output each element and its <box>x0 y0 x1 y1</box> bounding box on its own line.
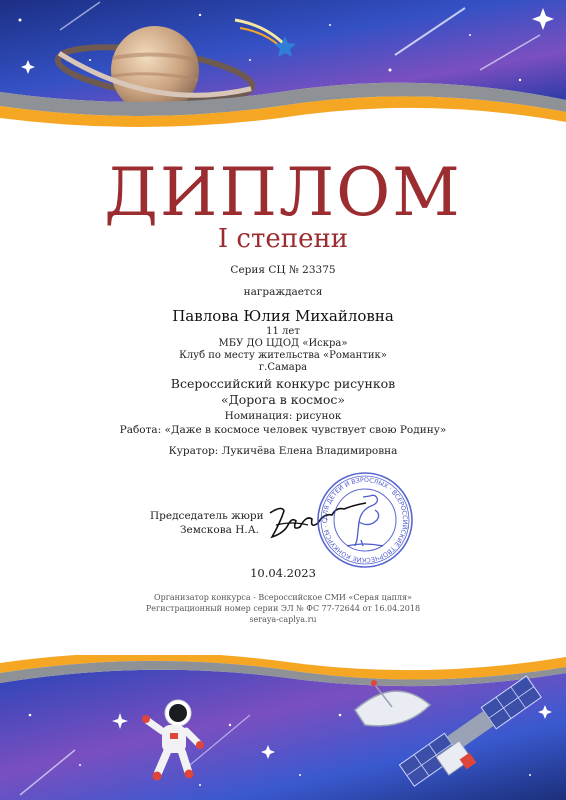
recipient-institution: МБУ ДО ЦДОД «Искра» <box>218 338 348 349</box>
registration: Регистрационный номер серии ЭЛ № ФС 77-72644 от 16.04.2018 <box>145 603 421 613</box>
recipient-details <box>0 326 566 374</box>
stamp-text: ДЛЯ ДЕТЕЙ И ВЗРОСЛЫХ · ВСЕРОССИЙСКИЕ ТВОРЧЕСКИЕ КОНКУРСЫ · С <box>321 476 409 564</box>
recipient-name: Павлова Юлия Михайловна <box>172 307 394 325</box>
recipient-city: г.Самара <box>258 362 308 373</box>
jury-block <box>150 510 264 537</box>
organizer: Организатор конкурса - Всероссийское СМИ «Серая цапля» <box>154 593 412 602</box>
jury-title: Председатель жюри <box>150 510 264 522</box>
work-title: Работа: «Даже в космосе человек чувствует свою Родину» <box>119 423 447 436</box>
organizer-info <box>0 593 566 625</box>
nomination-block <box>0 410 566 437</box>
contest-name <box>0 376 566 407</box>
contest-line-2: «Дорога в космос» <box>220 391 346 407</box>
recipient-club: Клуб по месту жительства «Романтик» <box>179 350 387 361</box>
diploma-date: 10.04.2023 <box>250 566 316 580</box>
official-stamp <box>315 470 415 574</box>
awarded-label: награждается <box>243 286 323 298</box>
curator: Куратор: Лукичёва Елена Владимировна <box>168 445 398 457</box>
contest-line-1: Всероссийский конкурс рисунков <box>170 376 396 391</box>
bottom-space-banner <box>0 655 566 800</box>
recipient-age: 11 лет <box>266 326 300 337</box>
series-number: Серия СЦ № 23375 <box>230 264 336 276</box>
diploma-degree: I степени <box>217 224 349 254</box>
top-space-banner <box>0 0 566 135</box>
diploma-title: ДИПЛОМ <box>104 154 462 231</box>
jury-name: Земскова Н.А. <box>180 523 259 536</box>
website: seraya-caplya.ru <box>249 614 317 624</box>
nomination: Номинация: рисунок <box>224 410 342 422</box>
